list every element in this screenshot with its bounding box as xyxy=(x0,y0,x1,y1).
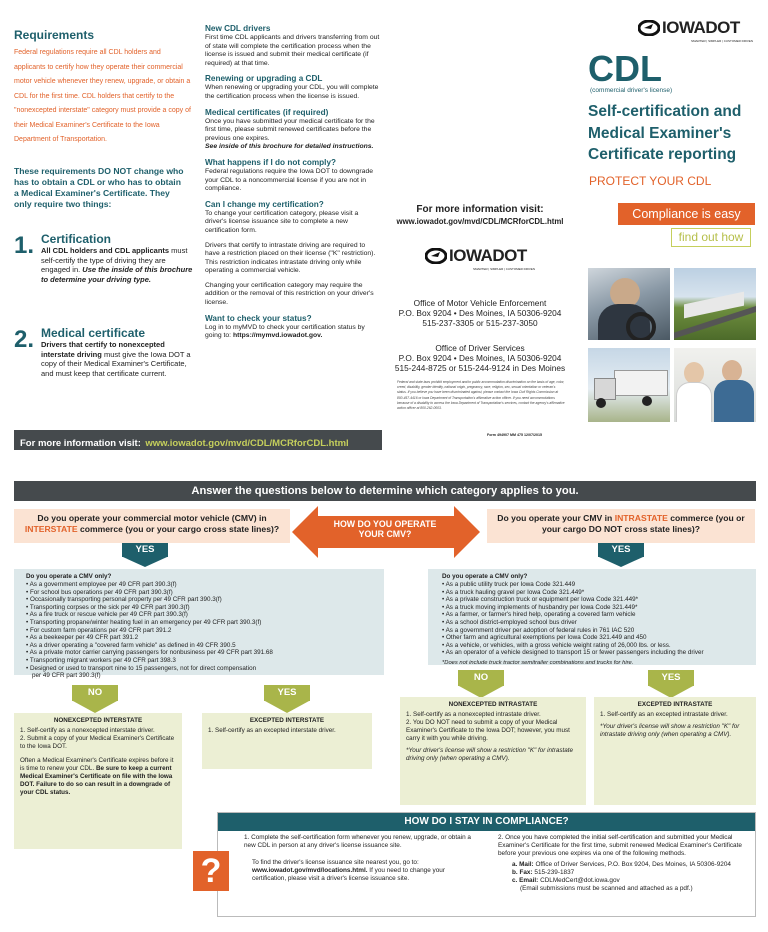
medcert-body: Once you have submitted your medical certificate for the first time, please submit renewed certificates before the previous one expires. xyxy=(205,117,375,142)
renew-title: Renewing or upgrading a CDL xyxy=(205,74,323,84)
yes-arrow-left xyxy=(122,543,168,567)
excepted-intrastate-box xyxy=(594,697,756,805)
question-interstate xyxy=(14,509,290,543)
q-right-pre: Do you operate your CMV in xyxy=(497,513,615,523)
list-item: • As a farmer, or farmer's hired help, operating a covered farm vehicle xyxy=(442,611,636,619)
new-drivers-body: First time CDL applicants and drivers transferring from out of state will complete the certification process when the license is issued and submit their medical certificate (if required) at that time. xyxy=(205,34,380,67)
excepted-interstate-box xyxy=(202,713,372,769)
ein-note: *Your driver's license will show a restriction "K" for intrastate driving only (when operating a CMV). xyxy=(600,723,740,738)
left-list xyxy=(26,581,372,680)
footer-lead: For more information visit: xyxy=(20,438,141,449)
list-item: • As a driver operating a "covered farm vehicle" as defined in 49 CFR 390.5 xyxy=(26,641,236,649)
cover-logo-text: IOWADOT xyxy=(662,18,740,37)
item1-title: Certification xyxy=(41,232,112,246)
item-certification xyxy=(14,232,194,284)
list-item: • Transporting corpses or the sick per 49 CFR part 390.3(f) xyxy=(26,603,190,611)
not-change-text: These requirements DO NOT change who has to obtain a CDL or who has to obtain a Medical Examiner's Certificate. They only require two things: xyxy=(14,165,184,209)
list-item: • As a government driver per adoption of federal rules in 761 IAC 520 xyxy=(442,626,635,634)
change-body-3: Changing your certification category may require the addition or the removal of this restriction on your driver's license. xyxy=(205,281,374,307)
fax-value: 515-239-1837 xyxy=(534,869,575,876)
q-left-pre: Do you operate your commercial motor vehicle (CMV) in xyxy=(37,513,267,523)
question-mark-icon xyxy=(193,851,229,891)
no-label-left: NO xyxy=(87,687,103,698)
nin-item: 2. You DO NOT need to submit a copy of your Medical Examiner's Certificate to the Iowa DOT; however, you must carry it with you while driving. xyxy=(406,719,570,742)
c1-find: To find the driver's license issuance site nearest you, go to: xyxy=(252,859,419,866)
legal-text: Federal and state laws prohibit employment and/or public accommodation discrimination on the basis of age, color, creed, disability, gender identity, national origin, pregnancy, race, religion, sex, sexual orientation or veteran's status. If you believe you have been discriminated against, please contact the Iowa Civil Rights Commission at 800-457-4416 or Iowa Department of Transportation's affirmative action officer. If you need accommodations because of a disability to access the Iowa Department of Transportation's services, contact the agency's affirmative action officer at 800-262-0003. xyxy=(397,380,565,411)
yes-arrow-lower-left xyxy=(264,685,310,713)
list-item: • As a private motor carrier carrying passengers for nonbusiness per 49 CFR part 391.68 xyxy=(26,649,273,657)
change-body-1: To change your certification category, please visit a driver's license issuance site to complete a new certification form. xyxy=(205,209,359,234)
footer-bar xyxy=(14,430,382,450)
photo-truck-road xyxy=(674,268,756,340)
status-body: Log in to myMVD to check your certification status by going to: xyxy=(205,323,365,340)
email-label: c. Email: xyxy=(512,877,539,884)
item1-text: must self-certify the type of driving they are engaged in. xyxy=(41,246,188,274)
q-right-highlight: INTRASTATE xyxy=(614,513,668,523)
list-item: • Occasionally transporting personal property per 49 CFR part 390.3(f) xyxy=(26,596,222,604)
email-note: (Email submissions must be scanned and attached as a pdf.) xyxy=(520,885,693,892)
office2-line3: 515-244-8725 or 515-244-9124 in Des Moines xyxy=(394,363,566,373)
list-item: • Transporting propane/winter heating fuel in an emergency per 49 CFR part 390.3(f) xyxy=(26,618,262,626)
renew-body: When renewing or upgrading your CDL, you will complete the certification process when the license is issued. xyxy=(205,84,379,100)
compliance-title: HOW DO I STAY IN COMPLIANCE? xyxy=(404,816,569,827)
find-out-how-label: find out how xyxy=(678,230,744,244)
no-arrow-left xyxy=(72,685,118,713)
item2-text: must give the Iowa DOT a copy of their Medical Examiner's Certificate, and must keep that certificate current. xyxy=(41,349,191,378)
no-arrow-right xyxy=(458,670,504,698)
item1-italic: Use the inside of this brochure to determine your driving type. xyxy=(41,265,193,284)
comply-title: What happens if I do not comply? xyxy=(205,157,336,167)
info-lead: For more information visit: xyxy=(416,204,544,215)
change-title: Can I change my certification? xyxy=(205,199,324,209)
office1-line2: P.O. Box 9204 • Des Moines, IA 50306-9204 xyxy=(398,308,562,318)
cover-cdl: CDL xyxy=(588,48,662,89)
compliance-easy-label: Compliance is easy xyxy=(632,207,741,221)
fax-label: b. Fax: xyxy=(512,869,533,876)
office1-line1: Office of Motor Vehicle Enforcement xyxy=(413,298,547,308)
list-item: • Transporting migrant workers per 49 CFR part 398.3 xyxy=(26,656,176,664)
mail-label: a. Mail: xyxy=(512,861,534,868)
nonexcepted-intrastate-box xyxy=(400,697,586,805)
yes-label-lower-right: YES xyxy=(661,672,681,683)
new-drivers-title: New CDL drivers xyxy=(205,24,271,33)
right-list-note: *Does not include truck tractor semitrailer combinations and trucks for hire. xyxy=(442,659,634,666)
office2-line2: P.O. Box 9204 • Des Moines, IA 50306-9204 xyxy=(398,353,562,363)
cover-cdl-sub: (commercial driver's license) xyxy=(590,87,673,94)
list-item: • As a government employee per 49 CFR part 390.3(f) xyxy=(26,581,177,588)
office1-line3: 515-237-3305 or 515-237-3050 xyxy=(422,318,538,328)
right-list xyxy=(442,581,742,657)
requirements-section xyxy=(14,28,192,210)
requirements-title: Requirements xyxy=(14,28,95,42)
medcert-italic: See inside of this brochure for detailed instructions. xyxy=(205,143,374,151)
c1-step: 1. Complete the self-certification form whenever you renew, upgrade, or obtain a new CDL in person at any driver's license issuance site. xyxy=(244,834,471,849)
item2-number: 2. xyxy=(14,326,35,353)
list-item: • As an operator of a vehicle designed to transport 15 or fewer passengers including the driver xyxy=(442,649,704,657)
nin-title: NONEXCEPTED INTRASTATE xyxy=(448,701,538,708)
office-1 xyxy=(388,298,572,328)
list-item: • As a truck hauling gravel per Iowa Code 321.449* xyxy=(442,588,585,596)
requirements-body: Federal regulations require all CDL holders and applicants to certify how they operate their commercial motor vehicle whenever they renew, upgrade, or obtain a CDL for the first time. CDL holders that certify to the "nonexcepted interstate" category must provide a copy of their Medical Examiner's Certificate to the Iowa Department of Transportation. xyxy=(14,49,191,143)
ein-title: EXCEPTED INTRASTATE xyxy=(637,701,713,708)
ni-bold: Be sure to keep a current Medical Examiner's Certificate on file with the Iowa DOT. Failure to do so can result in a downgrade of your CDL status. xyxy=(20,765,173,796)
office2-line1: Office of Driver Services xyxy=(435,343,525,353)
list-item: • As a vehicle, or vehicles, with a gross vehicle weight rating of 26,000 lbs. or less. xyxy=(442,641,671,649)
yes-label-left: YES xyxy=(135,544,155,555)
photo-semi-truck xyxy=(588,348,670,422)
list-item: • As a beekeeper per 49 CFR part 391.2 xyxy=(26,634,139,642)
list-item: • Designed or used to transport nine to 15 passengers, not for direct compensation xyxy=(26,664,257,672)
flow-banner-text: Answer the questions below to determine which category applies to you. xyxy=(191,485,579,497)
info-url[interactable]: www.iowadot.gov/mvd/CDL/MCRforCDL.html xyxy=(396,217,564,226)
list-item: • As a public utility truck per Iowa Code 321.449 xyxy=(442,581,576,588)
list-item: • Other farm and agricultural exemptions per Iowa Code 321.449 and 450 xyxy=(442,634,647,642)
c1-change: If you need to change your certification, please visit a driver's license issuance site. xyxy=(252,867,445,882)
yes-arrow-right xyxy=(598,543,644,567)
photo-doctor xyxy=(674,348,756,422)
nin-item: 1. Self-certify as a nonexcepted intrastate driver. xyxy=(406,711,541,718)
flow-banner xyxy=(14,481,756,501)
c2-step: 2. Once you have completed the initial self-certification and submitted your Medical Examiner's Certificate for the first time, submit renewed Medical Examiner's Certificate before your previous one expires via one of the following methods. xyxy=(498,834,742,857)
q-left-post: commerce (you or your cargo cross state lines)? xyxy=(77,524,280,534)
find-out-how-button[interactable] xyxy=(671,228,751,247)
status-link[interactable]: https://mymvd.iowadot.gov. xyxy=(232,332,323,340)
mail-value: Office of Driver Services, P.O. Box 9204, Des Moines, IA 50306-9204 xyxy=(535,861,731,868)
yes-arrow-lower-right xyxy=(648,670,694,698)
list-item: • As a private construction truck or equipment per Iowa Code 321.449* xyxy=(442,596,639,604)
item1-number: 1. xyxy=(14,232,35,259)
list-item: • For school bus operations per 49 CFR part 390.3(f) xyxy=(26,588,173,596)
item2-title: Medical certificate xyxy=(41,326,146,340)
iowadot-logo-icon xyxy=(638,20,660,36)
how-operate-text: HOW DO YOU OPERATE YOUR CMV? xyxy=(333,519,437,539)
list-item: • As a fire truck or rescue vehicle per 49 CFR part 390.3(f) xyxy=(26,611,188,619)
compliance-col-1 xyxy=(244,834,474,883)
ni-item: 2. Submit a copy of your Medical Examiner's Certificate to the Iowa DOT. xyxy=(20,735,175,750)
ni-title: NONEXCEPTED INTERSTATE xyxy=(53,717,143,724)
question-mark-glyph: ? xyxy=(200,852,222,890)
cover-logo-tag: SMARTER | SIMPLER | CUSTOMER DRIVEN xyxy=(691,39,753,43)
compliance-col-2 xyxy=(498,834,750,893)
comply-body: Federal regulations require the Iowa DOT to downgrade your CDL to a noncommercial license if you are not in compliance. xyxy=(205,167,374,193)
question-intrastate xyxy=(487,509,755,543)
interstate-list-box xyxy=(14,569,384,680)
ein-item: 1. Self-certify as an excepted intrastate driver. xyxy=(600,711,728,718)
yes-label-lower-left: YES xyxy=(277,687,297,698)
center-logo-tag: SMARTER | SIMPLER | CUSTOMER DRIVEN xyxy=(473,267,535,271)
right-list-title: Do you operate a CMV only? xyxy=(442,573,528,580)
form-number: Form 494907 MM 475 12/07/2015 xyxy=(487,433,542,437)
list-item: • As a truck moving implements of husbandry per Iowa Code 321.449* xyxy=(442,603,638,611)
list-item: • As a school district-employed school bus driver xyxy=(442,618,577,626)
compliance-title-bar xyxy=(218,813,755,831)
compliance-easy-button[interactable] xyxy=(618,203,755,225)
cover-title: Self-certification and Medical Examiner's Certificate reporting xyxy=(588,103,742,163)
item2-bold: Drivers that certify to nonexcepted interstate driving xyxy=(41,340,165,359)
left-list-title: Do you operate a CMV only? xyxy=(26,573,112,580)
q-right-post: commerce (you or your cargo DO NOT cross state lines)? xyxy=(541,513,745,534)
item-medical xyxy=(14,326,194,378)
item1-bold: All CDL holders and CDL applicants xyxy=(41,246,170,255)
nin-note: *Your driver's license will show a restriction "K" for intrastate driving only (when operating a CMV). xyxy=(406,747,574,762)
ni-para: Often a Medical Examiner's Certificate expires before it is time to renew your CDL. xyxy=(20,757,174,772)
middle-column xyxy=(205,24,381,341)
protect-text: PROTECT YOUR CDL xyxy=(589,174,712,188)
intrastate-list-box xyxy=(428,569,756,665)
no-label-right: NO xyxy=(473,672,489,683)
nonexcepted-interstate-box xyxy=(14,713,182,849)
ei-item: 1. Self-certify as an excepted interstate driver. xyxy=(208,727,336,734)
back-cover xyxy=(388,204,572,226)
change-body-2: Drivers that certify to intrastate driving are required to have a restriction placed on their license ("K" restriction). This restriction indicates intrastate driving only while operating a commercial vehicle. xyxy=(205,241,376,275)
status-title: Want to check your status? xyxy=(205,313,312,323)
email-link[interactable]: CDLMedCert@dot.iowa.gov xyxy=(540,877,620,884)
cover-logo xyxy=(638,18,753,43)
list-item: • For custom farm operations per 49 CFR part 391.2 xyxy=(26,626,172,634)
list-item: per 49 CFR part 390.3(f) xyxy=(32,672,101,680)
yes-label-right: YES xyxy=(611,544,631,555)
q-left-highlight: INTERSTATE xyxy=(24,524,78,534)
center-logo-text: IOWADOT xyxy=(449,246,527,265)
locations-link[interactable]: www.iowadot.gov/mvd/locations.html. xyxy=(252,867,368,874)
footer-url[interactable]: www.iowadot.gov/mvd/CDL/MCRforCDL.html xyxy=(145,438,349,449)
iowadot-logo-icon xyxy=(425,248,447,264)
ni-item: 1. Self-certify as a nonexcepted interstate driver. xyxy=(20,727,155,734)
ei-title: EXCEPTED INTERSTATE xyxy=(249,717,325,724)
office-2 xyxy=(388,343,572,373)
medcert-title: Medical certificates (if required) xyxy=(205,107,329,117)
photo-driver xyxy=(588,268,670,340)
center-logo xyxy=(425,246,535,271)
